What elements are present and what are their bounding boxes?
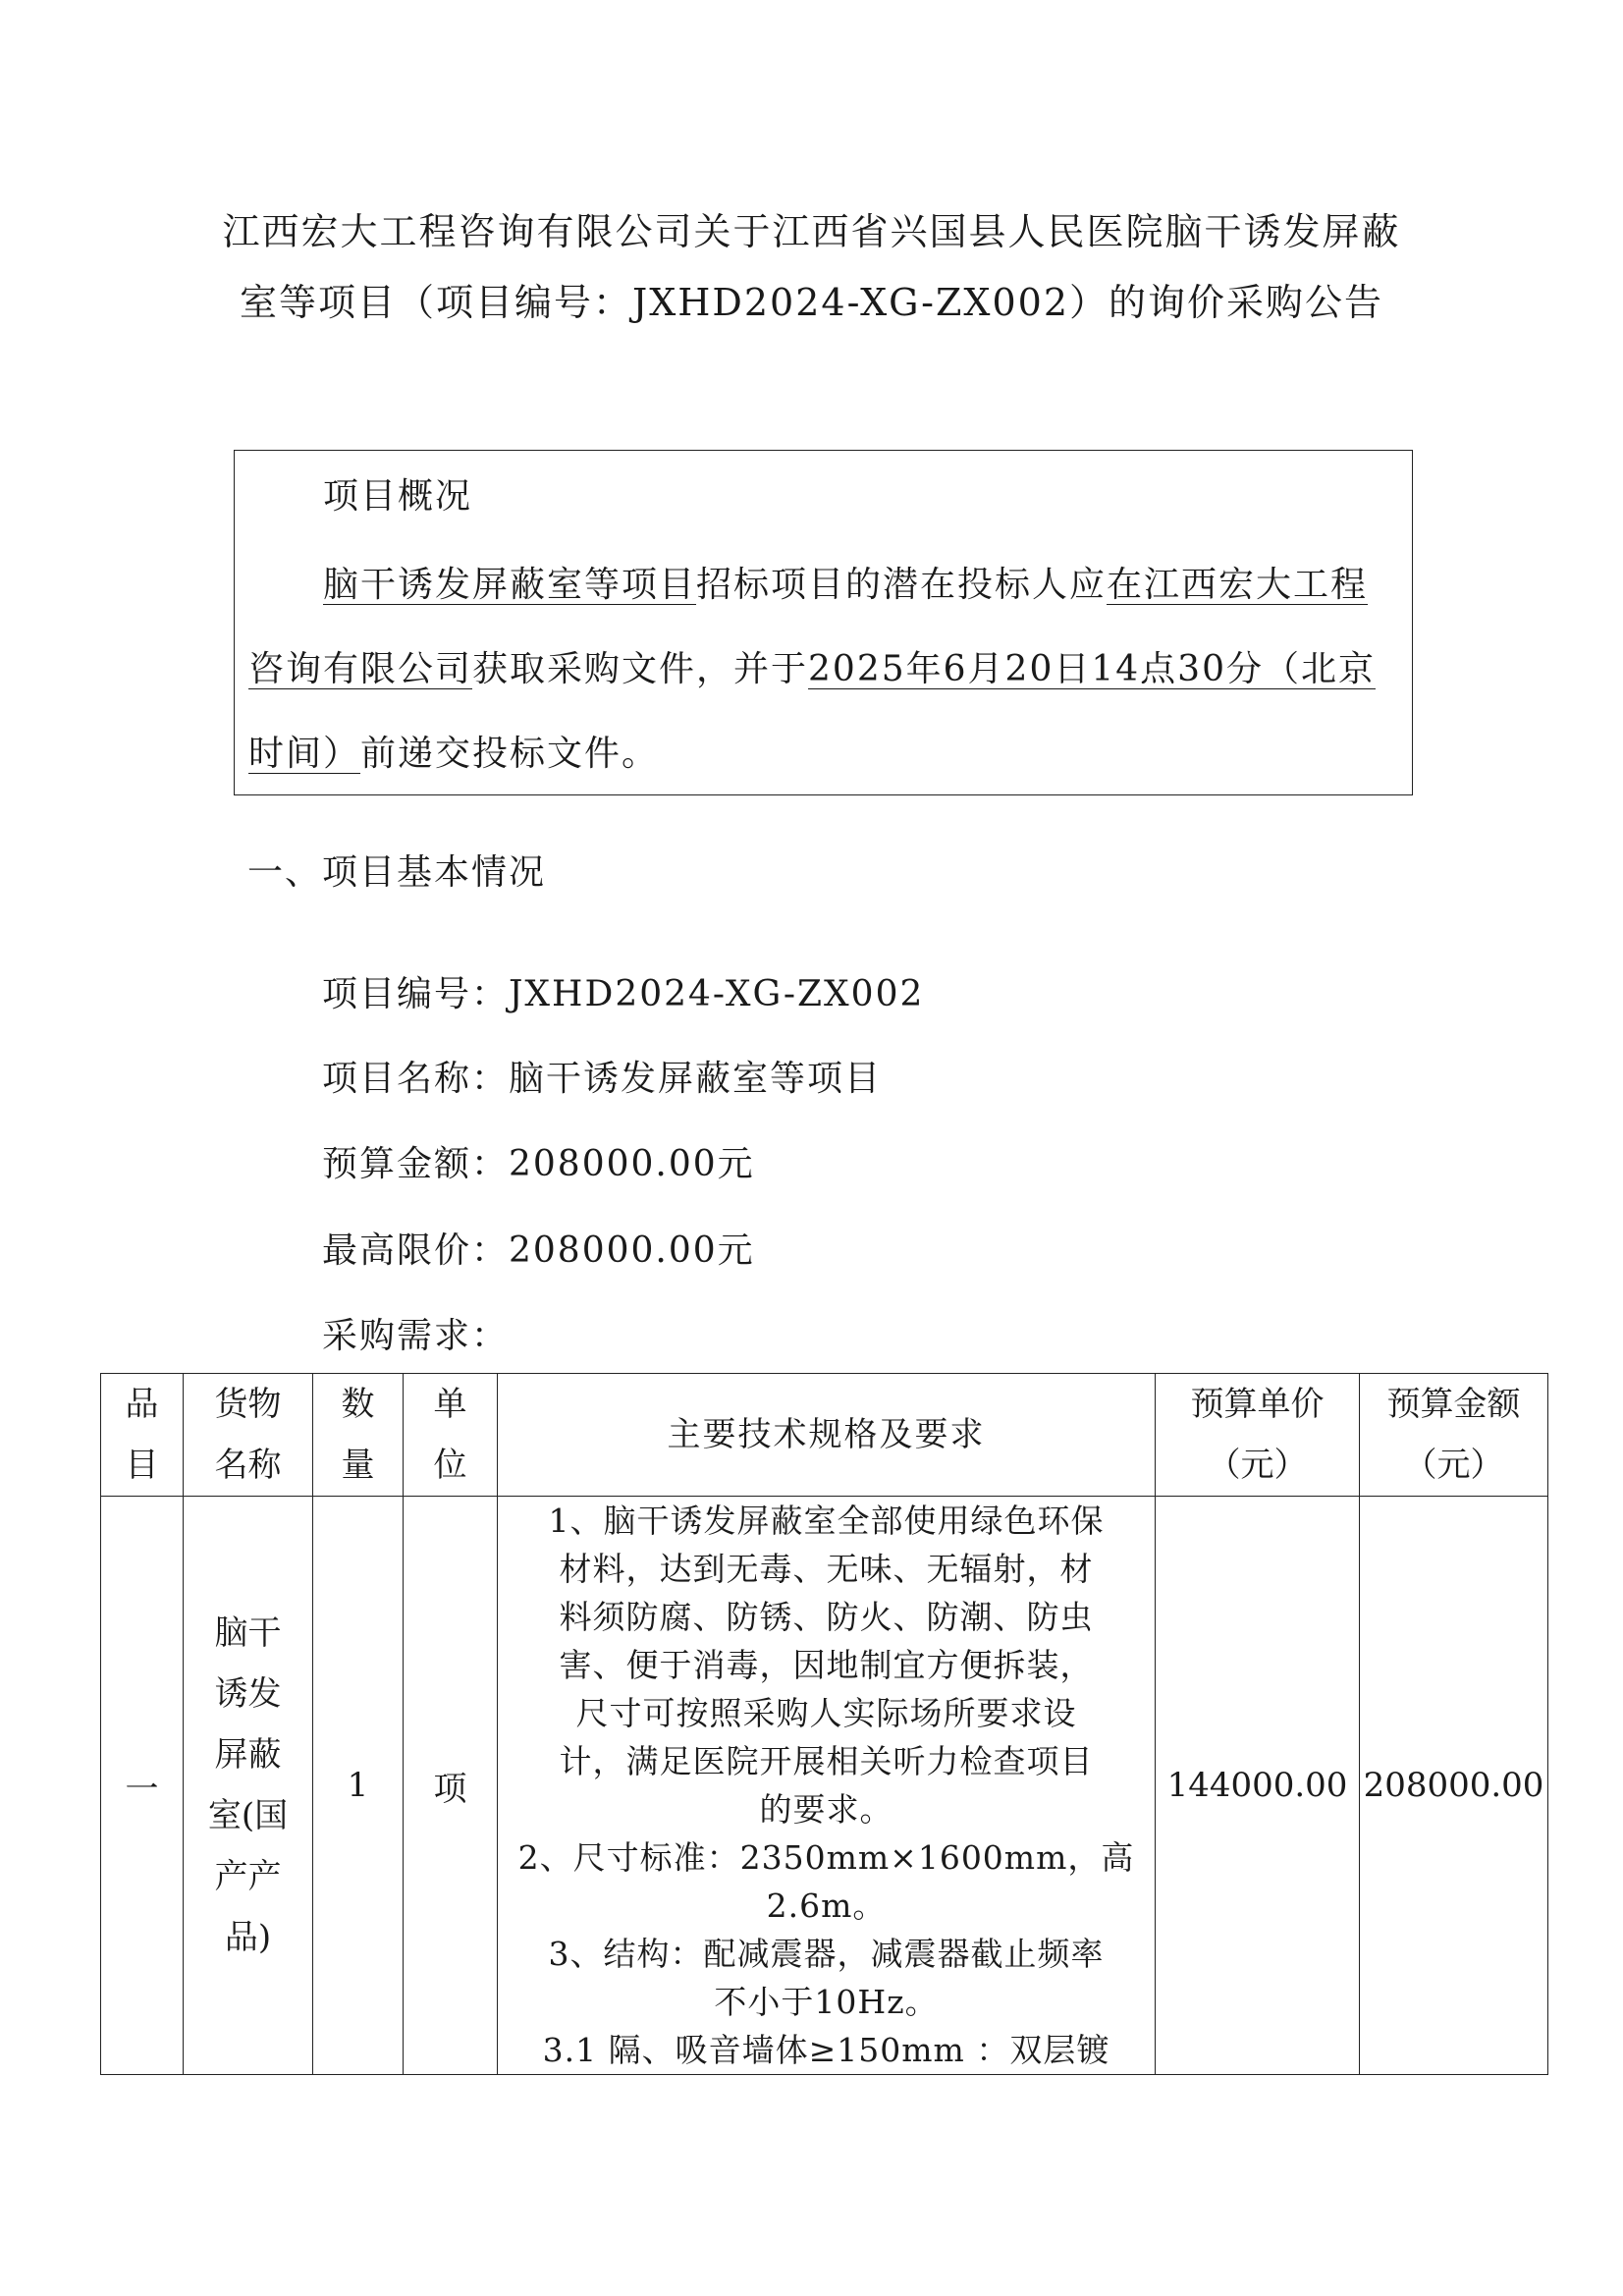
cell-unit-price: 144000.00: [1156, 1497, 1360, 2075]
overview-project-name: 脑干诱发屏蔽室等项目: [323, 565, 697, 605]
project-code: 项目编号：JXHD2024-XG-ZX002: [322, 974, 925, 1014]
cell-quantity: 1: [313, 1497, 404, 2075]
spec-line: 2、尺寸标准：2350mm×1600mm，高: [517, 1838, 1135, 1877]
overview-location: 在江西宏大工程咨询有限公司: [248, 565, 1369, 689]
cell-unit: 项: [404, 1497, 498, 2075]
cell-spec: [498, 1497, 1156, 2075]
header-unit-price: 预算单价（元）: [1156, 1374, 1360, 1497]
cell-goods-name: 脑干诱发屏蔽室(国产产品): [184, 1497, 313, 2075]
requirements-label: 采购需求：: [322, 1316, 510, 1356]
title-line-2: 室等项目（项目编号：JXHD2024-XG-ZX002）的询价采购公告: [239, 281, 1384, 324]
overview-text: [248, 543, 1400, 796]
header-total: 预算金额（元）: [1360, 1374, 1548, 1497]
overview-text-b: 获取采购文件，并于: [472, 649, 809, 689]
max-price: 最高限价：208000.00元: [322, 1230, 755, 1271]
spec-line: 3、结构：配减震器，减震器截止频率: [548, 1935, 1105, 1973]
document-title: [118, 196, 1505, 338]
project-overview-box: [234, 450, 1413, 795]
cell-total: 208000.00: [1360, 1497, 1548, 2075]
header-quantity: 数量: [313, 1374, 404, 1497]
spec-line: 材料，达到无毒、无味、无辐射，材: [559, 1550, 1094, 1588]
header-spec: 主要技术规格及要求: [498, 1374, 1156, 1497]
spec-line: 计，满足医院开展相关听力检查项目: [559, 1742, 1094, 1780]
overview-text-a: 招标项目的潜在投标人应: [696, 565, 1108, 605]
title-line-1: 江西宏大工程咨询有限公司关于江西省兴国县人民医院脑干诱发屏蔽: [222, 210, 1401, 253]
spec-line: 不小于10Hz。: [714, 1983, 939, 2021]
project-name: 项目名称：脑干诱发屏蔽室等项目: [322, 1059, 883, 1099]
table-row: [101, 1497, 1548, 2075]
spec-line: 尺寸可按照采购人实际场所要求设: [575, 1694, 1077, 1732]
section-basic-info-heading: 一、项目基本情况: [247, 852, 547, 893]
spec-line: 料须防腐、防锈、防火、防潮、防虫: [559, 1598, 1094, 1636]
overview-text-c: 前递交投标文件。: [360, 734, 660, 774]
spec-line: 害、便于消毒，因地制宜方便拆装，: [559, 1646, 1094, 1684]
spec-line: 1、脑干诱发屏蔽室全部使用绿色环保: [548, 1502, 1105, 1540]
header-unit: 单位: [404, 1374, 498, 1497]
table-header-row: [101, 1374, 1548, 1497]
procurement-table: [100, 1373, 1548, 2075]
spec-line: 3.1 隔、吸音墙体≥150mm ：双层镀: [542, 2031, 1110, 2069]
header-item: 品目: [101, 1374, 184, 1497]
budget-amount: 预算金额：208000.00元: [322, 1144, 755, 1184]
overview-deadline: 2025年6月20日14点30分（北京时间）: [248, 649, 1376, 774]
spec-line: 的要求。: [759, 1790, 893, 1829]
header-goods-name: 货物名称: [184, 1374, 313, 1497]
overview-heading: 项目概况: [323, 476, 473, 517]
cell-item: 一: [101, 1497, 184, 2075]
spec-line: 2.6m。: [766, 1886, 887, 1925]
